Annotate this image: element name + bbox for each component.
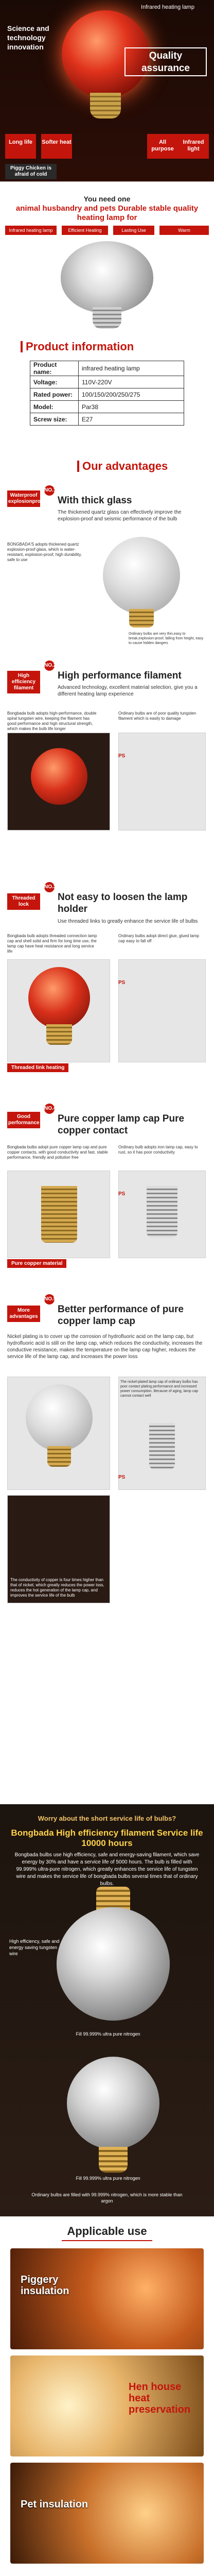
pill-warm: Warm <box>159 226 209 235</box>
iron-cap-image <box>147 1186 177 1238</box>
heading-accent-bar <box>77 461 79 472</box>
pill-row <box>5 226 209 236</box>
nickel-cap-image <box>149 1423 175 1469</box>
applicable-use-section <box>0 2216 214 2576</box>
number-badge: NO.5 <box>44 1294 55 1304</box>
copper-note-right: Ordinary bulb adopts iron lamp cap, easy to rust, so it has poor conductivity <box>118 1145 198 1155</box>
copper-cap-image <box>41 1186 77 1243</box>
threaded-note-right: Ordinary bulbs adopt direct glue, glued lamp cap easy to fall off <box>118 934 199 943</box>
advantages-section <box>0 449 214 1804</box>
advantage-title: With thick glass <box>58 495 132 506</box>
spec-key: Rated power: <box>30 388 79 401</box>
feature-softer-heat: Softer heat <box>41 134 72 159</box>
advantage-1 <box>0 480 214 650</box>
spec-row <box>30 413 184 426</box>
advantage-title: Better performance of pure copper lamp cap <box>58 1304 184 1327</box>
ordinary-bulb-note: Ordinary bulbs are very thin,easy to break,explosion-proof, falling from height, easy to cause hidden dangers <box>129 632 204 645</box>
tag-waterproof: Waterproof explosionproof <box>7 490 40 507</box>
ordinary-nitrogen-note: Ordinary bulbs are filled with 99.999% nitrogen, which is more stable than argon <box>31 2192 183 2204</box>
product-info-section <box>0 330 214 449</box>
spec-key: Product name: <box>30 361 79 376</box>
scene-label: Hen house heat preservation <box>129 2381 191 2415</box>
advantage-4 <box>0 1098 214 1284</box>
nitrogen-note: Fill 99.999% ultra pure nitrogen <box>76 2031 140 2037</box>
ps-label: PS <box>118 980 126 986</box>
pill-efficient: Efficient Heating <box>62 226 108 235</box>
ordinary-glued-photo <box>118 959 206 1062</box>
ps-label: PS <box>118 753 126 759</box>
spec-key: Model: <box>30 401 79 413</box>
tag-threaded-lock: Threaded lock <box>7 893 40 910</box>
piggy-caption: Piggy Chicken is afraid of cold <box>5 164 57 179</box>
feature-infrared-light: Infrared light <box>178 134 209 159</box>
tungsten-note: High efficiency, safe and energy saving tungsten wire <box>9 1939 60 1956</box>
nickel-note: The nickel-plated lamp cap of ordinary bulbs has poor contact plating performance and increased power consumption. Because of aging, lamp cap cannot contact well <box>120 1380 198 1398</box>
hero-brand-tag <box>121 4 214 10</box>
scene-pet <box>10 2463 204 2564</box>
quality-badge: Quality assurance <box>124 47 207 76</box>
advantage-title: Not easy to loosen the lamp holder <box>58 892 188 914</box>
tag-good-performance: Good performance <box>7 1112 40 1128</box>
spec-table <box>30 361 184 426</box>
scene-piggery <box>10 2248 204 2349</box>
ps-label: PS <box>118 1191 126 1197</box>
nitrogen-note-2: Fill 99.999% ultra pure nitrogen <box>76 2176 140 2181</box>
copper-note-left: Bongbada bulbs adopt pure copper lamp cap and pure copper contacts, with good conductivity and fast, stable performance, friendly and pollution free <box>7 1145 108 1160</box>
threaded-cap <box>46 1024 72 1045</box>
advantage-desc: The thickened quartz glass can effectively improve the explosion-proof and seismic performance of the bulb <box>58 510 182 522</box>
heading-rule <box>62 2240 152 2241</box>
threaded-link-label: Threaded link heating <box>7 1063 68 1072</box>
spec-value: 110V-220V <box>79 376 184 388</box>
advantage-desc: Nickel plating is to cover up the corrosion of hydrofluoric acid on the lamp cap, but hydrofluoric acid is still on the lamp cap, which reduces the conductivity, increases the conductive resistance, makes the temperature on the lamp cap higher, reduces the service life of the lamp cap, and increases the power loss <box>7 1334 203 1360</box>
lamp-cap <box>93 307 121 329</box>
advantage-3 <box>0 877 214 1093</box>
advantage-title: Pure copper lamp cap Pure copper contact <box>58 1113 185 1136</box>
info-heading: Product information <box>26 340 134 353</box>
copper-bulb-image <box>26 1384 93 1451</box>
service-life-section <box>0 1804 214 2216</box>
scene-label: Piggery insulation <box>21 2274 69 2297</box>
spec-row <box>30 388 184 401</box>
tag-more-advantages: More advantages <box>7 1306 40 1322</box>
number-badge: NO.3 <box>44 882 55 892</box>
spec-value: 100/150/200/250/275 <box>79 388 184 401</box>
ordinary-filament-photo <box>118 733 206 831</box>
hero-headline-text: Science and technology innovation <box>7 24 49 51</box>
need-one-text: You need one <box>83 195 131 203</box>
threaded-note-left: Bongbada bulb adopts threaded connection lamp cap and shell solid and firm for long time use, the lamp cap have heat resistance and long service life <box>7 934 97 954</box>
brand-tag-text: Infrared heating lamp <box>141 4 194 10</box>
bulb-cap <box>90 93 121 118</box>
spec-key: Screw size: <box>30 413 79 426</box>
spec-value: infrared heating lamp <box>79 361 184 376</box>
tag-high-efficiency: High efficiency filament <box>7 671 40 693</box>
scene-label: Pet insulation <box>21 2499 88 2510</box>
bulb-cap-2 <box>99 2147 128 2173</box>
conductivity-note: The conductivity of copper is four times higher than that of nickel, which greatly reduces the power loss, reduces the hot generation of the lamp cap, and improves the service life of the bulb <box>10 1578 104 1598</box>
filament-note-right: Ordinary bulbs are of poor quality tungsten filament which is easily to damage <box>118 711 197 721</box>
glowing-filament-image <box>31 748 87 805</box>
lamp-glass <box>61 241 153 313</box>
ps-label: PS <box>118 1475 126 1480</box>
worry-question: Worry about the short service life of bulbs? <box>38 1815 176 1822</box>
copper-cap <box>47 1446 71 1467</box>
clear-bulb-image <box>57 1907 170 2021</box>
feature-all-purpose: All purpose <box>147 134 178 159</box>
advantage-desc: Use threaded links to greatly enhance the service life of bulbs <box>58 919 198 924</box>
spec-row <box>30 401 184 413</box>
advantage-5 <box>0 1289 214 1619</box>
number-badge: NO.1 <box>44 485 55 496</box>
scene-hen-house <box>10 2355 204 2456</box>
advantage-title: High performance filament <box>58 670 182 681</box>
spec-row <box>30 376 184 388</box>
advantages-header <box>0 449 214 476</box>
heading-accent-bar <box>21 341 23 352</box>
number-badge: NO.4 <box>44 1104 55 1114</box>
thick-glass-bulb-image <box>103 537 180 614</box>
clear-bulb-image-2 <box>67 2057 159 2149</box>
spec-value: Par38 <box>79 401 184 413</box>
threaded-bulb-image <box>28 967 90 1029</box>
info-header <box>0 330 214 357</box>
feature-row <box>5 134 209 161</box>
spec-row <box>30 361 184 376</box>
advantage-2 <box>0 655 214 872</box>
spec-key: Voltage: <box>30 376 79 388</box>
advantages-heading: Our advantages <box>82 460 168 472</box>
worry-headline: Bongbada High efficiency filament Service life 10000 hours <box>11 1828 203 1848</box>
bulb-cap <box>129 609 154 628</box>
worry-body: Bongbada bulbs use high efficiency, safe and energy-saving filament, which save energy by 30% and have a service life of 5000 hours. The bulb is filled with 99.999% ultra-pure nitrogen, which greatly enhances the service life of tungsten wire and makes the service life of bongbada bulbs several times that of ordinary bulbs. <box>14 1852 200 1887</box>
spec-value: E27 <box>79 413 184 426</box>
copper-material-label: Pure copper material <box>7 1259 66 1268</box>
feature-long-life: Long life <box>5 134 36 159</box>
number-badge: NO.2 <box>44 660 55 671</box>
advantage-note: BONGBADA'S adopts thickened quartz explosion-proof glass, which is water-resistant, explosion-proof, high durability, safe to use <box>7 542 82 562</box>
applicable-heading: Applicable use <box>67 2225 147 2238</box>
pill-lasting: Lasting Use <box>113 226 154 235</box>
hero-section <box>0 0 214 330</box>
clear-heat-lamp-image <box>56 241 158 329</box>
pill-heating-lamp: Infrared heating lamp <box>5 226 57 235</box>
advantage-desc: Advanced technology, excellent material selection, give you a different heating lamp experience <box>58 685 198 697</box>
filament-note-left: Bongbada bulb adopts high-performance, double spiral tungsten wire, keeping the filament has good performance and high structural strength, which makes the bulb life longer <box>7 711 97 731</box>
animal-husbandry-line: animal husbandry and pets Durable stable quality heating lamp for <box>15 204 199 222</box>
